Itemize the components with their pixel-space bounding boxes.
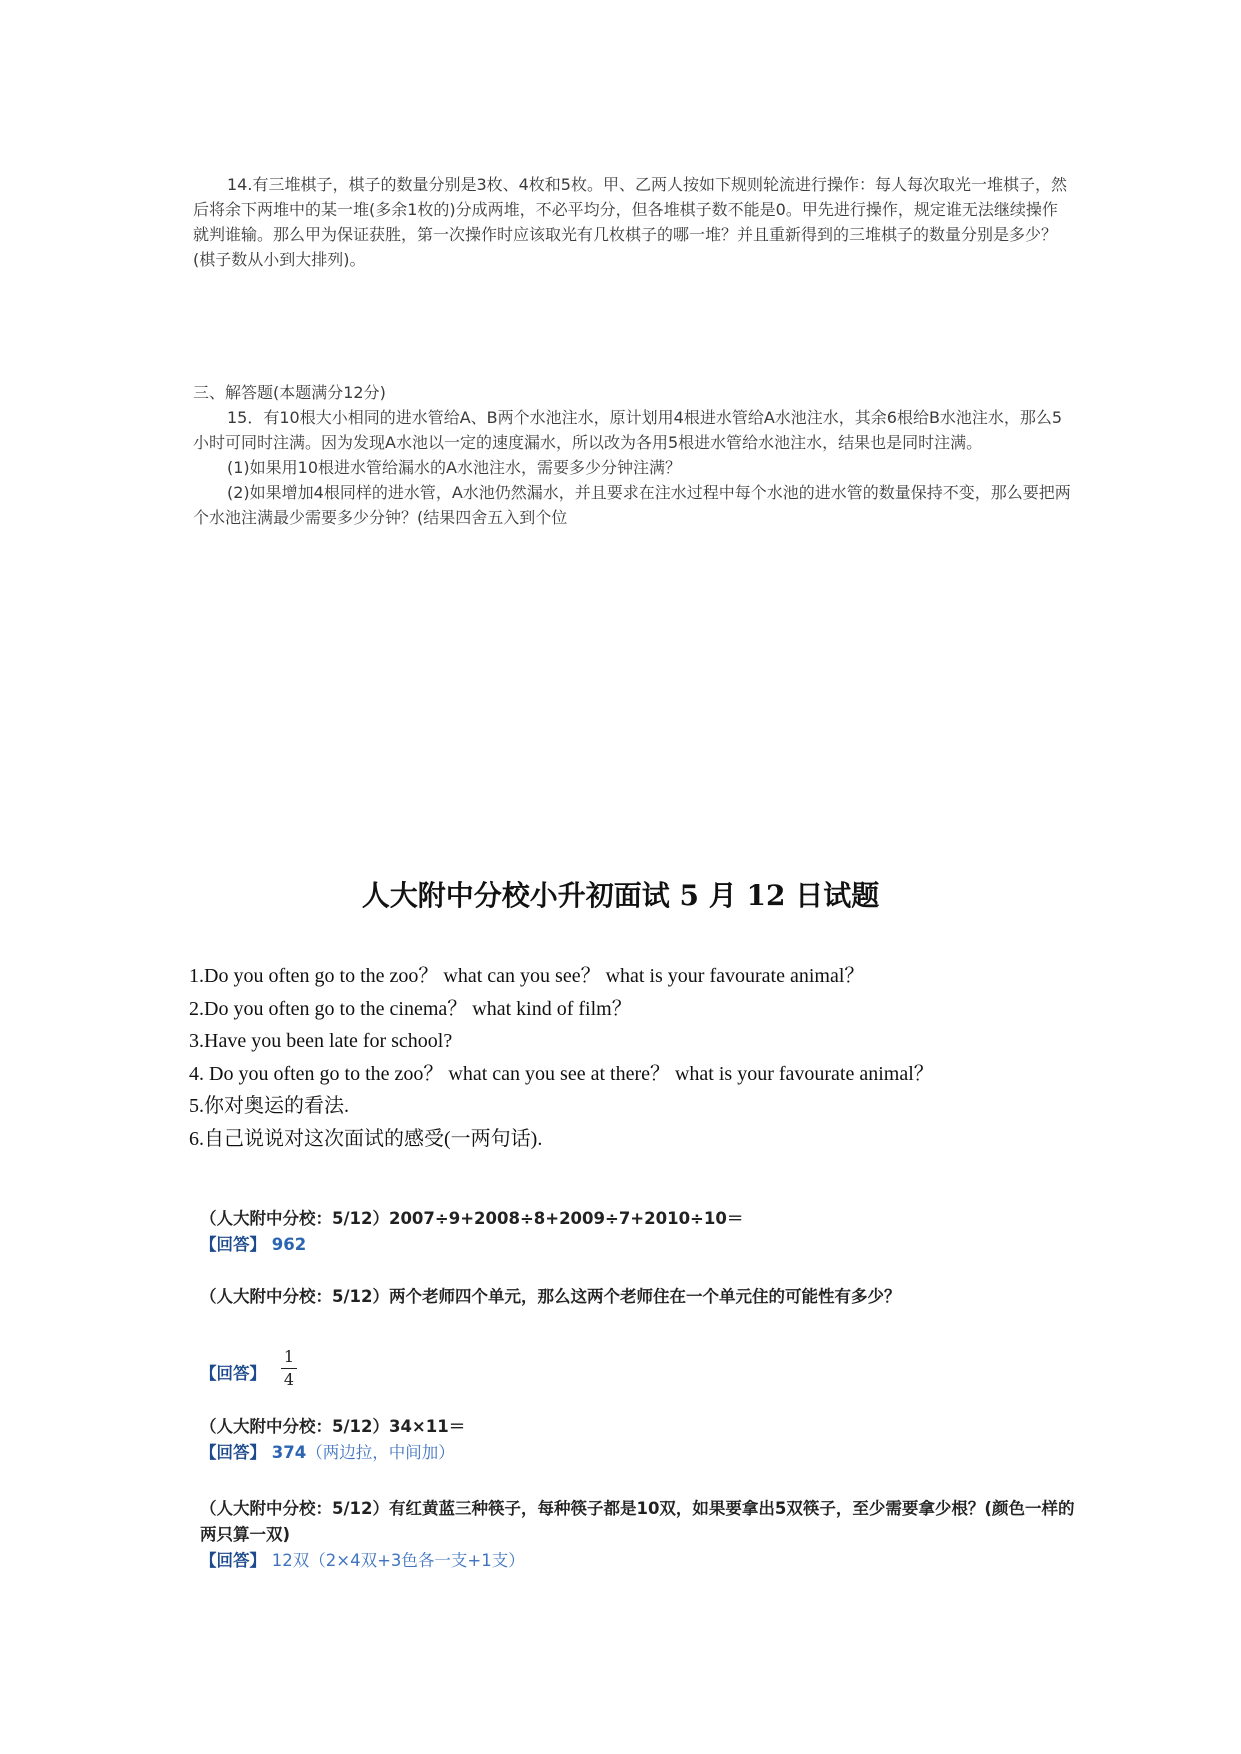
answer-value: 374	[271, 1443, 307, 1462]
answer-note: 12双（2×4双+3色各一支+1支）	[271, 1551, 525, 1570]
qa-question: （人大附中分校：5/12）2007÷9+2008÷8+2009÷7+2010÷10＝	[200, 1209, 744, 1228]
fraction-numerator: 1	[283, 1347, 295, 1366]
interview-question: 6.自己说说对这次面试的感受(一两句话).	[189, 1127, 543, 1150]
answer-note: （两边拉，中间加）	[306, 1443, 455, 1462]
interview-question: 5.你对奥运的看法.	[189, 1095, 349, 1117]
qa-item-1	[200, 1206, 1080, 1258]
interview-question: 3.Have you been late for school?	[189, 1030, 453, 1052]
interview-question-list	[189, 960, 1089, 1155]
answer-tag: 【回答】	[200, 1551, 266, 1570]
qa-item-2	[200, 1284, 1080, 1310]
question-14-text: 14.有三堆棋子，棋子的数量分别是3枚、4枚和5枚。甲、乙两人按如下规则轮流进行操作：每人每次取光一堆棋子，然后将余下两堆中的某一堆(多余1枚的)分成两堆，不必平均分，但各堆棋子数不能是0。甲先进行操作，规定谁无法继续操作就判谁输。那么甲为保证获胜，第一次操作时应该取光有几枚棋子的哪一堆？并且重新得到的三堆棋子的数量分别是多少？(棋子数从小到大排列)。	[193, 175, 1067, 269]
question-14	[193, 172, 1073, 272]
question-15-part-2: (2)如果增加4根同样的进水管，A水池仍然漏水，并且要求在注水过程中每个水池的进水管的数量保持不变，那么要把两个水池注满最少需要多少分钟？(结果四舍五入到个位	[193, 483, 1071, 527]
section-3	[193, 380, 1073, 530]
qa-question: （人大附中分校：5/12）34×11＝	[200, 1417, 466, 1436]
section-3-heading: 三、解答题(本题满分12分)	[193, 383, 386, 402]
qa-question: （人大附中分校：5/12）有红黄蓝三种筷子，每种筷子都是10双，如果要拿出5双筷子，至少需要拿少根？(颜色一样的两只算一双)	[200, 1499, 1075, 1544]
answer-fraction	[280, 1348, 298, 1389]
interview-question: 2.Do you often go to the cinema？ what kind of film？	[189, 997, 632, 1020]
answer-value: 962	[271, 1235, 307, 1254]
answer-tag: 【回答】	[200, 1364, 266, 1383]
answer-tag: 【回答】	[200, 1235, 266, 1254]
qa-answer	[200, 1440, 1080, 1466]
fraction-bar	[281, 1368, 297, 1369]
qa-question: （人大附中分校：5/12）两个老师四个单元，那么这两个老师住在一个单元住的可能性有多少？	[200, 1287, 901, 1306]
interview-question: 4. Do you often go to the zoo？ what can you see at there？ what is your favourate animal？	[189, 1062, 934, 1085]
fraction-denominator: 4	[283, 1370, 295, 1389]
answer-tag: 【回答】	[200, 1443, 266, 1462]
question-15-text: 15．有10根大小相同的进水管给A、B两个水池注水，原计划用4根进水管给A水池注水，其余6根给B水池注水，那么5小时可同时注满。因为发现A水池以一定的速度漏水，所以改为各用5根进水管给水池注水，结果也是同时注满。	[193, 408, 1063, 452]
question-15-part-1: (1)如果用10根进水管给漏水的A水池注水，需要多少分钟注满？	[227, 458, 681, 477]
qa-item-3	[200, 1414, 1080, 1466]
qa-answer	[200, 1232, 1080, 1258]
page-title: 人大附中分校小升初面试 5 月 12 日试题	[361, 879, 880, 912]
qa-answer	[200, 1548, 1080, 1574]
interview-question: 1.Do you often go to the zoo？ what can you see？ what is your favourate animal？	[189, 965, 865, 987]
qa-item-4	[200, 1496, 1080, 1574]
